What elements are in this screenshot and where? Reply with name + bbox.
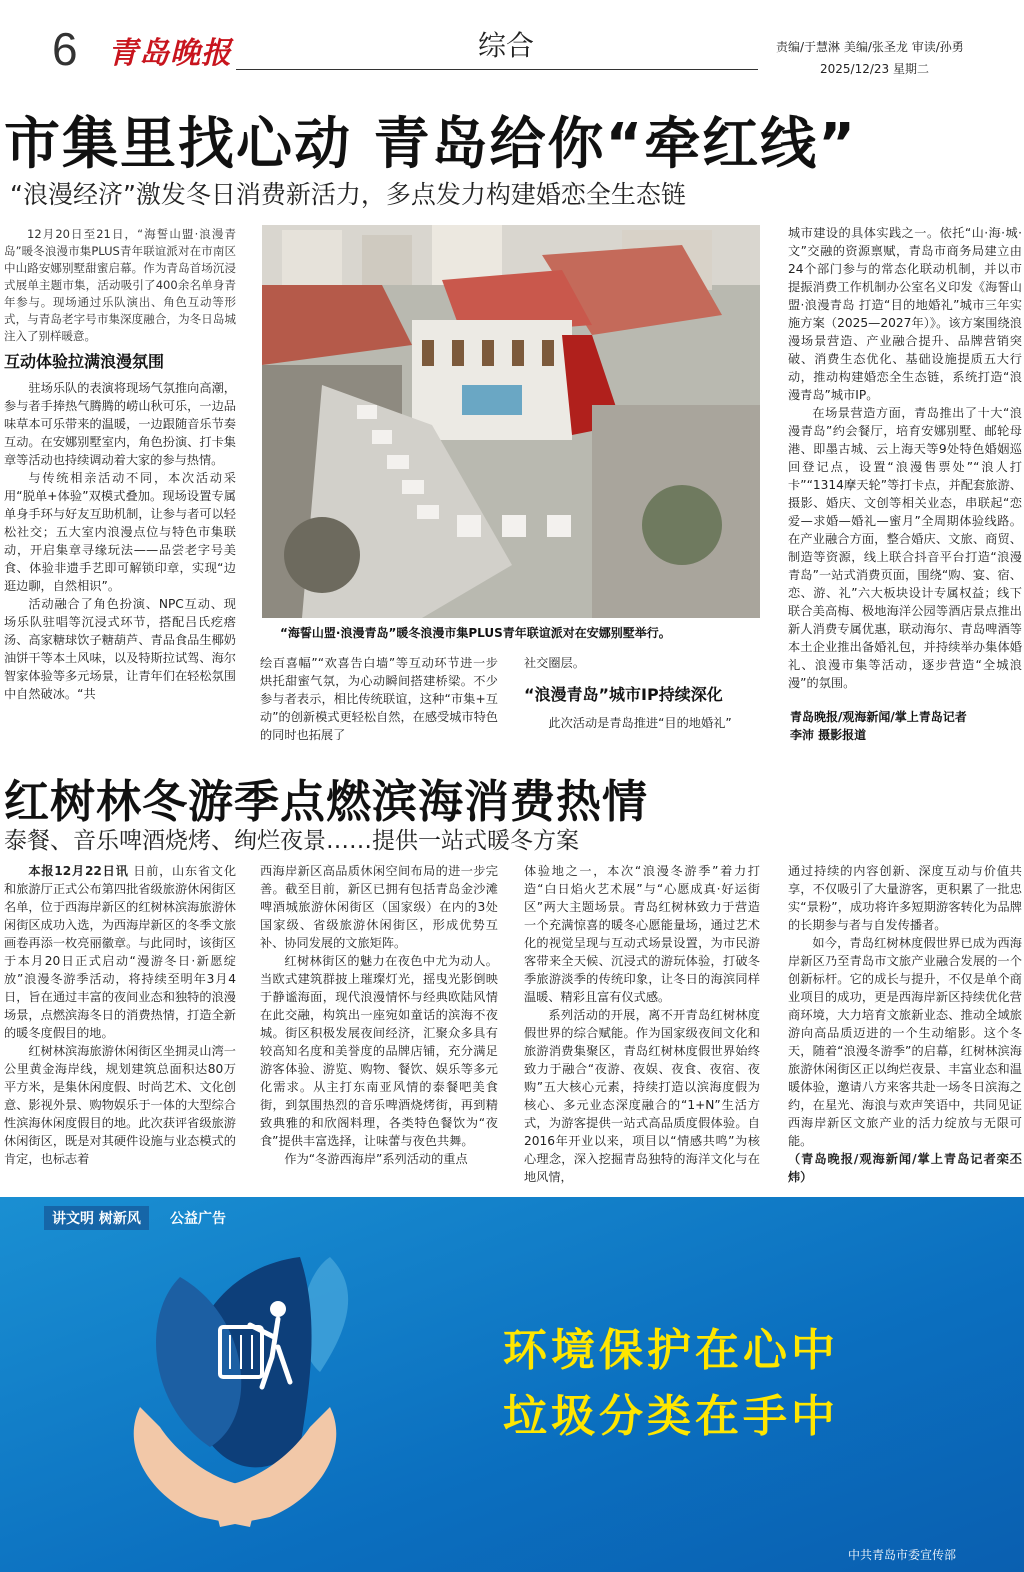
paragraph: 西海岸新区高品质休闲空间布局的进一步完善。截至目前，新区已拥有包括青岛金沙滩啤酒城旅游休闲街区（国家级）在内的3处国家级、省级旅游休闲街区，形成优势互补、协同发展的文旅矩阵。	[260, 864, 498, 950]
article1-column2	[260, 654, 498, 744]
paragraph: 此次活动是青岛推进“目的地婚礼”	[548, 716, 732, 730]
article1-photographer: 李沛 摄影报道	[790, 728, 867, 742]
newspaper-logo: 青岛晚报	[108, 36, 232, 71]
paragraph: 绘百喜幅”“欢喜告白墙”等互动环节进一步烘托甜蜜气氛，为心动瞬间搭建桥梁。不少参与者表示，相比传统联谊，这种“市集+互动”的创新模式更轻松自然，在感受城市特色的同时也拓展了	[260, 656, 498, 742]
ad-type-label: 公益广告	[170, 1211, 226, 1227]
paragraph: 通过持续的内容创新、深度互动与价值共享，不仅吸引了大量游客，更积累了一批忠实“景粉”，成功将许多短期游客转化为品牌的长期参与者与自发传播者。	[788, 864, 1022, 932]
villa-aerial-illustration	[262, 225, 760, 618]
market-photo	[262, 225, 760, 618]
ad-slogan-1: 环境保护在心中	[503, 1325, 839, 1376]
paragraph: 红树林街区的魅力在夜色中尤为动人。当欧式建筑群披上璀璨灯光，摇曳光影倒映于静谧海面，现代浪漫情怀与经典欧陆风情在此交融，构筑出一座宛如童话的滨海不夜城。街区积极发展夜间经济，汇聚众多具有较高知名度和美誉度的品牌店铺，充分满足游客体验、游览、购物、餐饮、娱乐等多元化需求。从主打东南亚风情的泰餐吧美食街，到氛围热烈的音乐啤酒烧烤街，再到精致典雅的和欣阁料理，各类特色餐饮为“夜食”提供丰富选择，让味蕾与夜色共舞。	[260, 954, 498, 1148]
article2-headline: 红树林冬游季点燃滨海消费热情	[4, 775, 649, 828]
editors-credit: 责编/于慧淋 美编/张圣龙 审读/孙勇	[776, 40, 964, 54]
paragraph: 在场景营造方面，青岛推出了十大“浪漫青岛”约会餐厅，培育安娜别墅、邮轮母港、即墨古城、云上海天等9处特色婚姻巡回登记点，设置“浪漫售票处”“浪人打卡”“1314摩天轮”等打卡点，并配套旅游、摄影、婚庆、文创等相关业态，串联起“恋爱—求婚—婚礼—蜜月”全周期体验线路。在产业融合方面，整合婚庆、文旅、商贸、制造等资源，线上联合抖音平台打造“浪漫青岛”一站式消费页面，围绕“购、宴、宿、恋、游、礼”六大板块设计专属权益；线下联合美高梅、极地海洋公园等酒店景点推出新人消费专属优惠，联动海尔、青岛啤酒等本土企业推出备婚礼包，并持续举办集体婚礼、浪漫市集等活动，逐步营造“全城浪漫”的氛围。	[788, 406, 1022, 690]
article2-column4	[788, 862, 1022, 1186]
article1-intro: 12月20日至21日，“海誓山盟·浪漫青岛”暖冬浪漫市集PLUS青年联谊派对在市南区中山路安娜别墅甜蜜启幕。作为青岛首场沉浸式展单主题市集，活动吸引了400余名单身青年参与。现场通过乐队演出、角色互动等形式，与青岛老字号市集深度融合，为冬日岛城注入了别样暖意。	[4, 227, 236, 343]
article2-column2	[260, 862, 498, 1168]
header-rule	[236, 69, 758, 70]
article1-subheadline: “浪漫经济”激发冬日消费新活力，多点发力构建婚恋全生态链	[10, 180, 686, 209]
section-title: 综合	[478, 29, 535, 62]
paragraph: 体验地之一，本次“浪漫冬游季”着力打造“白日焰火艺术展”与“心愿成真·好运街区”两大主题场景。青岛红树林致力于营造一个充满惊喜的暖冬心愿能量场，通过艺术化的视觉呈现与互动式场景设置，为市民游客带来全天候、沉浸式的游玩体验，打破冬季旅游淡季的传统印象，让冬日的海滨同样温暖、精彩且富有仪式感。	[524, 864, 760, 1004]
ad-tag: 讲文明 树新风	[44, 1206, 149, 1230]
article1-column3	[524, 654, 760, 732]
article1-subhead2: “浪漫青岛”城市IP持续深化	[524, 685, 723, 704]
paragraph: 日前，山东省文化和旅游厅正式公布第四批省级旅游休闲街区名单，位于西海岸新区的红树林滨海旅游休闲街区成功入选，为西海岸新区的冬季文旅画卷再添一枚亮丽徽章。与此同时，该街区于本月20日正式启动“漫游冬日·新愿绽放”浪漫冬游季活动，将持续至明年3月4日，旨在通过丰富的夜间业态和独特的浪漫场景，点燃滨海冬日的消费热情，打造全新的暖冬度假目的地。	[4, 864, 237, 1040]
article1-column1	[4, 226, 236, 703]
paragraph: 红树林滨海旅游休闲街区坐拥灵山湾一公里黄金海岸线，规划建筑总面积达80万平方米，是集休闲度假、时尚艺术、文化创意、影视外景、购物娱乐于一体的大型综合性滨海休闲度假目的地。此次获评省级旅游休闲街区，既是对其硬件设施与业态模式的肯定，也标志着	[4, 1044, 236, 1166]
article1-subhead1: 互动体验拉满浪漫氛围	[4, 352, 165, 371]
paragraph: 作为“冬游西海岸”系列活动的重点	[284, 1152, 468, 1166]
paragraph: 城市建设的具体实践之一。依托“山·海·城·文”交融的资源禀赋，青岛市商务局建立由24个部门参与的常态化联动机制，并以市提振消费工作机制办公室名义印发《海誓山盟·浪漫青岛 打造“目的地婚礼”城市三年实施方案（2025—2027年）》。该方案围绕浪漫场景营造、产业融合提升、品牌营销突破、消费生态优化、基础设施提质五大行动，推动构建婚恋全生态链，系统打造“浪漫青岛”城市IP。	[788, 226, 1022, 402]
article2-column1	[4, 862, 236, 1168]
article1-column4	[788, 224, 1022, 692]
issue-date: 2025/12/23 星期二	[820, 62, 929, 76]
page-number: 6	[52, 23, 78, 75]
paragraph: 驻场乐队的表演将现场气氛推向高潮，参与者手捧热气腾腾的崂山秋可乐，一边品味草本可乐带来的温暖，一边跟随音乐节奏互动。在安娜别墅室内，角色扮演、打卡集章等活动也持续调动着大家的参与热情。	[4, 381, 236, 467]
article1-byline: 青岛晚报/观海新闻/掌上青岛记者	[790, 710, 967, 724]
article2-lead: 本报12月22日讯	[28, 864, 129, 878]
article2-byline: （青岛晚报/观海新闻/掌上青岛记者栾丕炜）	[788, 1152, 1022, 1184]
paragraph: 活动融合了角色扮演、NPC互动、现场乐队驻唱等沉浸式环节，搭配吕氏疙瘩汤、高家糖球饮子糖葫芦、青品食品生椰奶油饼干等本土风味，以及特斯拉试驾、海尔智家体验等多元场景，让青年们在轻松氛围中自然破冰。“共	[4, 597, 236, 701]
article1-headline: 市集里找心动 青岛给你“牵红线”	[4, 112, 858, 177]
paragraph: 与传统相亲活动不同，本次活动采用“脱单+体验”双模式叠加。现场设置专属单身手环与好友互助机制，让参与者可以轻松社交；五大室内浪漫点位与特色市集联动，开启集章寻缘玩法——品尝老字号美食、体验非遗手艺即可解锁印章，实现“边逛边聊，自然相识”。	[4, 471, 236, 593]
article2-subheadline: 泰餐、音乐啤酒烧烤、绚烂夜景……提供一站式暖冬方案	[4, 828, 579, 854]
paragraph: 系列活动的开展，离不开青岛红树林度假世界的综合赋能。作为国家级夜间文化和旅游消费集聚区，青岛红树林度假世界始终致力于融合“夜游、夜娱、夜食、夜宿、夜购”五大核心元素，持续打造以滨海度假为核心、多元业态深度融合的“1+N”生活方式，为游客提供一站式高品质度假体验。自2016年开业以来，项目以“情感共鸣”为核心理念，深入挖掘青岛独特的海洋文化与在地风情，	[524, 1008, 760, 1184]
article2-column3	[524, 862, 760, 1186]
paragraph: 如今，青岛红树林度假世界已成为西海岸新区乃至青岛市文旅产业融合发展的一个创新标杆。它的成长与提升，不仅是单个商业项目的成功，更是西海岸新区持续优化营商环境，大力培育文旅新业态、推动全域旅游向高品质迈进的一个生动缩影。这个冬天，随着“浪漫冬游季”的启幕，红树林滨海旅游休闲街区正以绚烂夜景、丰富业态和温暖体验，邀请八方来客共赴一场冬日滨海之约，在星光、海浪与欢声笑语中，共同见证西海岸新区文旅产业的活力绽放与无限可能。	[788, 936, 1022, 1148]
ad-slogan-2: 垃圾分类在手中	[503, 1391, 839, 1442]
paragraph: 社交圈层。	[524, 656, 585, 670]
photo-caption: “海誓山盟·浪漫青岛”暖冬浪漫市集PLUS青年联谊派对在安娜别墅举行。	[280, 626, 671, 640]
ad-sponsor: 中共青岛市委宣传部	[848, 1548, 957, 1562]
